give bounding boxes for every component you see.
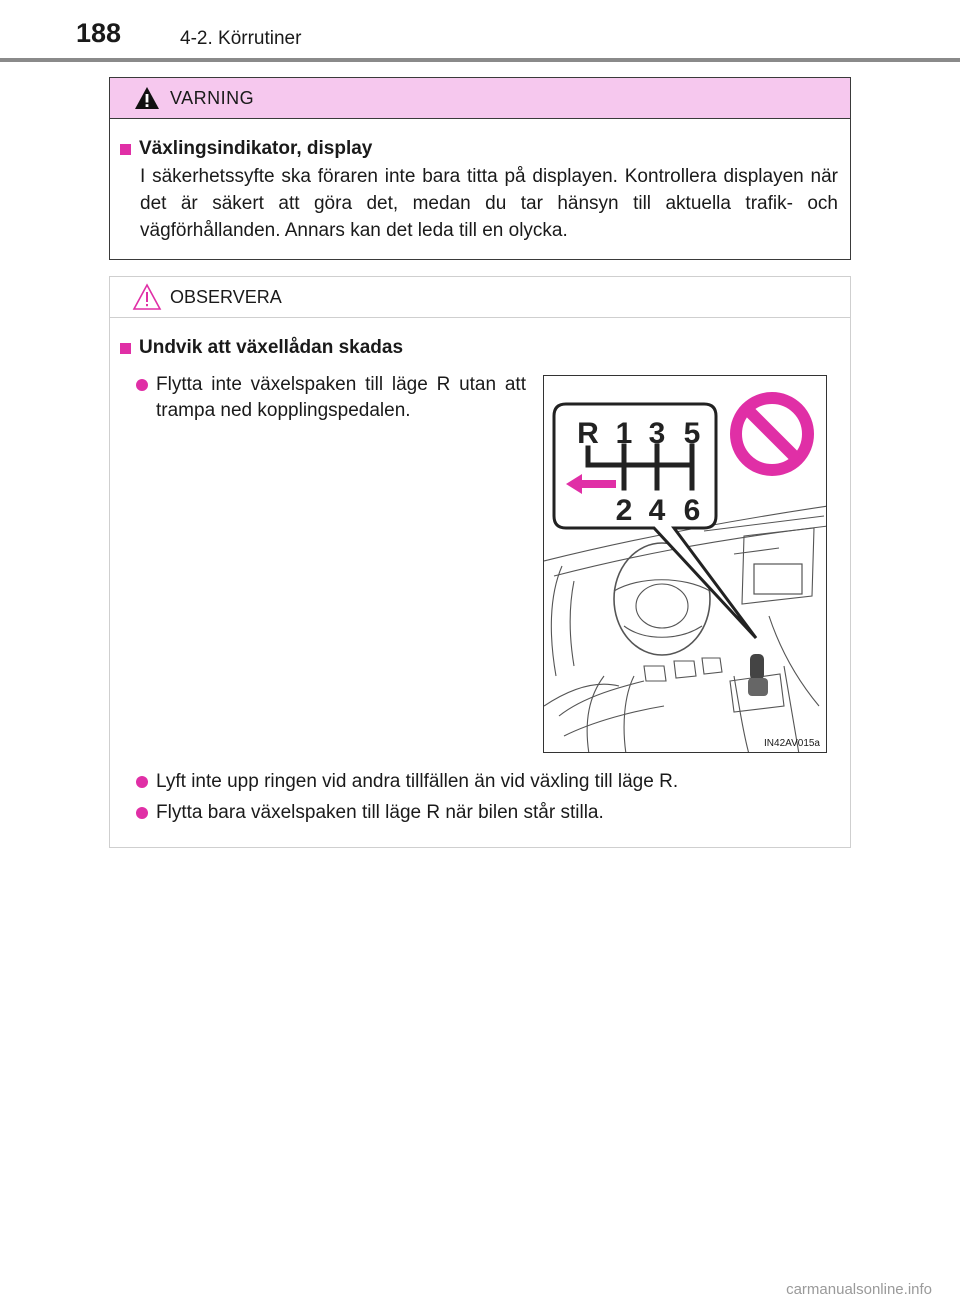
gear-label: 3 [648, 417, 666, 450]
bullet-dot-icon [136, 807, 148, 819]
notice-bullet-1 [136, 372, 526, 424]
notice-bullet-3 [136, 800, 836, 826]
notice-subheading [120, 337, 403, 359]
bullet-text: Lyft inte upp ringen vid andra tillfällen än vid växling till läge R. [156, 771, 679, 792]
warning-header [110, 78, 850, 119]
notice-subheading-text: Undvik att växellådan skadas [139, 337, 404, 358]
bullet-dot-icon [136, 379, 148, 391]
warning-title: VARNING [170, 88, 255, 108]
warning-subheading-text: Växlingsindikator, display [139, 138, 373, 159]
watermark: carmanualsonline.info [786, 1281, 932, 1298]
warning-subheading [120, 138, 372, 160]
section-title: 4-2. Körrutiner [180, 28, 302, 49]
notice-bullet-2 [136, 769, 836, 795]
square-bullet-icon [120, 144, 131, 155]
gear-label: 2 [615, 494, 633, 527]
gear-label: R [577, 417, 599, 450]
page-header [0, 0, 960, 62]
page-number: 188 [76, 18, 122, 48]
bullet-text: Flytta inte växelspaken till läge R utan att trampa ned kopplingspedalen. [156, 374, 526, 421]
prohibited-icon [736, 398, 808, 470]
gear-label: 5 [683, 417, 701, 450]
notice-header [110, 277, 850, 318]
header-divider [0, 58, 960, 62]
notice-title: OBSERVERA [170, 287, 282, 307]
warning-triangle-icon [134, 86, 160, 110]
warning-text: I säkerhetssyfte ska föraren inte bara titta på displayen. Kontrollera displayen när det är säkert att göra det, medan du tar hänsyn till aktuella trafik- och vägförhållanden. Annars kan det leda till en olycka. [140, 166, 838, 241]
gear-label: 4 [648, 494, 666, 527]
gear-label: 1 [615, 417, 633, 450]
gear-shift-figure [543, 375, 827, 753]
bullet-text: Flytta bara växelspaken till läge R när bilen står stilla. [156, 802, 604, 823]
caution-triangle-icon [132, 283, 162, 311]
bullet-dot-icon [136, 776, 148, 788]
gear-label: 6 [683, 494, 701, 527]
warning-box [109, 77, 851, 260]
figure-illustration [544, 376, 827, 753]
figure-code: IN42AV015a [764, 738, 820, 749]
square-bullet-icon [120, 343, 131, 354]
